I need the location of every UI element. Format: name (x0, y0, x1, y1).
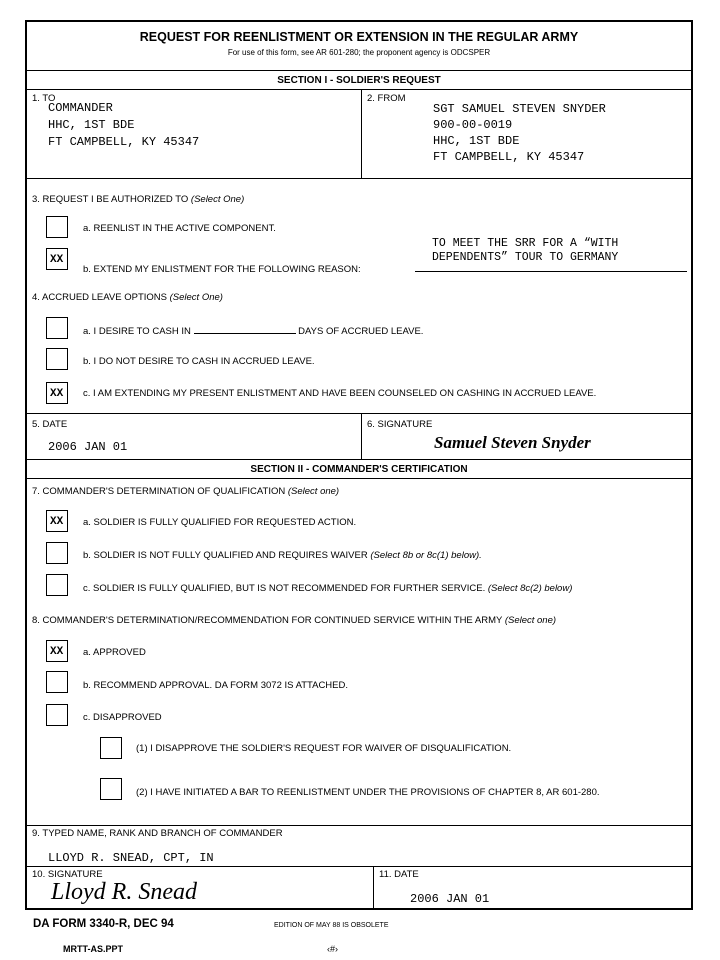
extend-reason-line-1: TO MEET THE SRR FOR A “WITH (432, 237, 619, 250)
no-cash-option: b. I DO NOT DESIRE TO CASH IN ACCRUED LEAVE. (83, 356, 315, 367)
requires-waiver-text: b. SOLDIER IS NOT FULLY QUALIFIED AND REQUIRES WAIVER (83, 550, 368, 561)
from-line-3: HHC, 1ST BDE (433, 134, 520, 148)
counseled-mark: XX (50, 388, 64, 400)
commander-name-label: 9. TYPED NAME, RANK AND BRANCH OF COMMANDER (32, 828, 283, 839)
divider (361, 413, 362, 459)
form-number: DA FORM 3340-R, DEC 94 (33, 918, 174, 930)
bar-reenlistment-checkbox[interactable] (100, 778, 122, 800)
divider (25, 413, 693, 414)
divider (25, 459, 693, 460)
divider (25, 178, 693, 179)
not-recommended-text: c. SOLDIER IS FULLY QUALIFIED, BUT IS NOT RECOMMENDED FOR FURTHER SERVICE. (83, 583, 486, 594)
request-label (32, 194, 244, 205)
to-label: 1. TO (32, 93, 56, 104)
to-line-3: FT CAMPBELL, KY 45347 (48, 135, 200, 149)
approved-option: a. APPROVED (83, 647, 146, 658)
reenlist-option: a. REENLIST IN THE ACTIVE COMPONENT. (83, 223, 276, 234)
extend-checkbox[interactable] (46, 248, 68, 270)
request-hint: (Select One) (190, 194, 245, 205)
leave-hint: (Select One) (169, 292, 223, 303)
leave-label-text: 4. ACCRUED LEAVE OPTIONS (32, 292, 167, 303)
qualification-label (32, 486, 339, 497)
qualified-checkbox[interactable] (46, 510, 68, 532)
qualified-mark: XX (50, 516, 64, 528)
divider (25, 478, 693, 479)
recommend-approval-checkbox[interactable] (46, 671, 68, 693)
divider (25, 89, 693, 90)
no-cash-checkbox[interactable] (46, 348, 68, 370)
section-1-title: SECTION I - SOLDIER'S REQUEST (277, 75, 441, 86)
recommend-approval-option: b. RECOMMEND APPROVAL. DA FORM 3072 IS ATTACHED. (83, 680, 349, 691)
requires-waiver-checkbox[interactable] (46, 542, 68, 564)
disapproved-option: c. DISAPPROVED (83, 712, 162, 723)
reason-underline (415, 271, 687, 272)
date-label: 5. DATE (32, 419, 68, 430)
qualified-option: a. SOLDIER IS FULLY QUALIFIED FOR REQUESTED ACTION. (83, 517, 357, 528)
qualification-hint: (Select one) (287, 486, 340, 497)
from-label: 2. FROM (367, 93, 406, 104)
divider (361, 89, 362, 178)
soldier-signature: Samuel Steven Snyder (434, 433, 591, 452)
extend-mark: XX (50, 254, 64, 266)
requires-waiver-option (83, 550, 482, 561)
recommendation-label-text: 8. COMMANDER'S DETERMINATION/RECOMMENDATION FOR CONTINUED SERVICE WITHIN THE ARMY (32, 615, 503, 626)
not-recommended-hint: (Select 8c(2) below) (487, 583, 573, 594)
form-title: REQUEST FOR REENLISTMENT OR EXTENSION IN THE REGULAR ARMY (139, 30, 579, 44)
commander-signature-label: 10. SIGNATURE (32, 869, 103, 880)
disapprove-waiver-option: (1) I DISAPPROVE THE SOLDIER'S REQUEST FOR WAIVER OF DISQUALIFICATION. (136, 743, 512, 754)
approved-checkbox[interactable] (46, 640, 68, 662)
from-line-1: SGT SAMUEL STEVEN SNYDER (433, 102, 606, 116)
file-name: MRTT-AS.PPT (63, 944, 123, 954)
disapproved-checkbox[interactable] (46, 704, 68, 726)
recommendation-hint: (Select one) (504, 615, 557, 626)
commander-signature: Lloyd R. Snead (51, 879, 197, 905)
divider (25, 825, 693, 826)
cash-in-days-text: DAYS OF ACCRUED LEAVE. (298, 326, 424, 337)
commander-name-value: LLOYD R. SNEAD, CPT, IN (48, 851, 214, 865)
to-line-1: COMMANDER (48, 101, 113, 115)
divider (25, 866, 693, 867)
leave-label (32, 292, 223, 303)
commander-date-value: 2006 JAN 01 (410, 892, 490, 906)
to-line-2: HHC, 1ST BDE (48, 118, 135, 132)
reenlist-checkbox[interactable] (46, 216, 68, 238)
cash-in-days-field[interactable] (194, 324, 296, 334)
edition-note: EDITION OF MAY 88 IS OBSOLETE (274, 922, 389, 929)
date-value: 2006 JAN 01 (48, 440, 128, 454)
from-line-2: 900-00-0019 (433, 118, 513, 132)
recommendation-label (32, 615, 556, 626)
bar-reenlistment-option: (2) I HAVE INITIATED A BAR TO REENLISTMENT UNDER THE PROVISIONS OF CHAPTER 8, AR 601-280. (136, 787, 600, 798)
page-number: ‹#› (327, 944, 338, 954)
cash-in-option (83, 324, 423, 337)
cash-in-checkbox[interactable] (46, 317, 68, 339)
from-line-4: FT CAMPBELL, KY 45347 (433, 150, 585, 164)
not-recommended-option (83, 583, 572, 594)
extend-option: b. EXTEND MY ENLISTMENT FOR THE FOLLOWING REASON: (83, 264, 361, 275)
form-subtitle: For use of this form, see AR 601-280; the proponent agency is ODCSPER (227, 48, 491, 57)
extend-reason-line-2: DEPENDENTS” TOUR TO GERMANY (432, 251, 619, 264)
divider (25, 70, 693, 71)
not-recommended-checkbox[interactable] (46, 574, 68, 596)
requires-waiver-hint: (Select 8b or 8c(1) below). (370, 550, 482, 561)
divider (373, 866, 374, 910)
disapprove-waiver-checkbox[interactable] (100, 737, 122, 759)
section-2-title: SECTION II - COMMANDER'S CERTIFICATION (250, 464, 468, 475)
cash-in-text: a. I DESIRE TO CASH IN (83, 326, 191, 337)
qualification-label-text: 7. COMMANDER'S DETERMINATION OF QUALIFICATION (32, 486, 286, 497)
counseled-option: c. I AM EXTENDING MY PRESENT ENLISTMENT AND HAVE BEEN COUNSELED ON CASHING IN ACCRUED LEAVE. (83, 388, 597, 399)
signature-label: 6. SIGNATURE (367, 419, 433, 430)
request-label-text: 3. REQUEST I BE AUTHORIZED TO (32, 194, 189, 205)
approved-mark: XX (50, 646, 64, 658)
counseled-checkbox[interactable] (46, 382, 68, 404)
commander-date-label: 11. DATE (379, 869, 419, 880)
